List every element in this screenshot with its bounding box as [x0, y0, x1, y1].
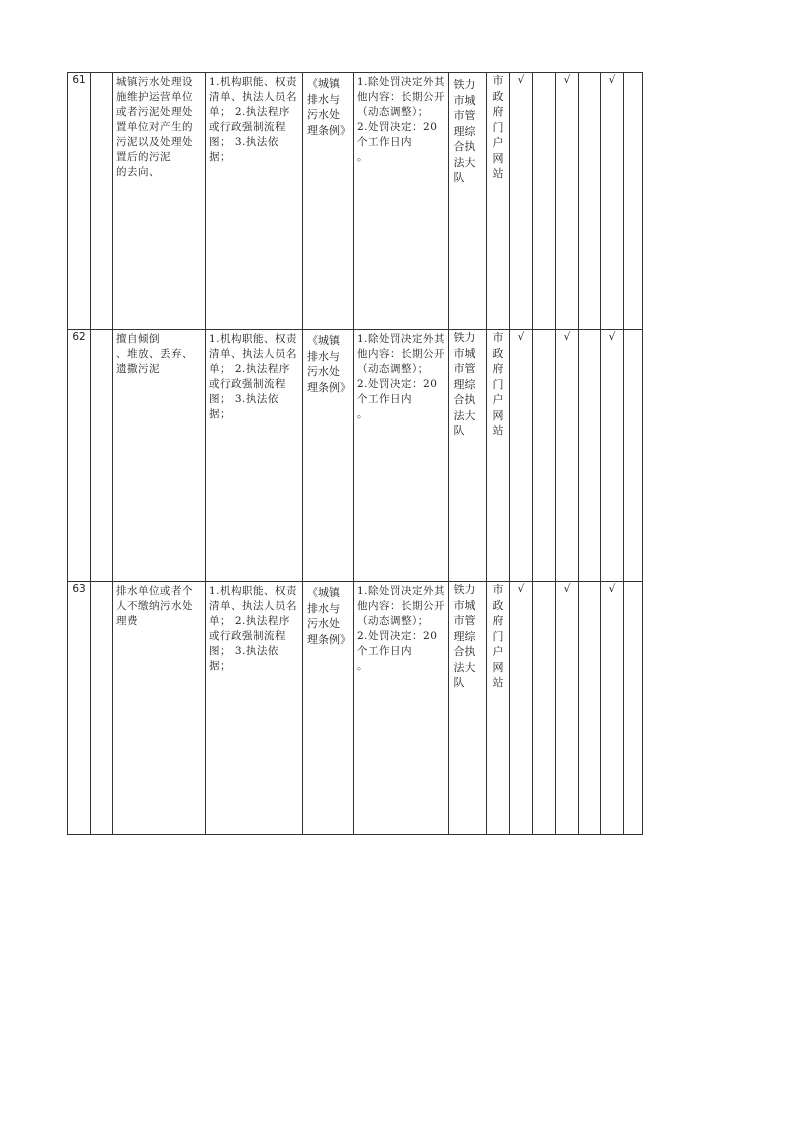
disclosure-table [67, 72, 643, 835]
matter-text: 擅自倾倒 、堆放、丢弃、遗撒污泥 [116, 333, 193, 375]
content-text: 1.机构职能、权责清单、执法人员名单； 2.执法程序或行政强制流程 图； 3.执法依 据； [209, 333, 298, 420]
check-cell [624, 73, 643, 330]
subject-text: 铁力市城市管理综合执法大队 [453, 78, 476, 184]
timing-text: 1.除处罚决定外其他内容：长期公开 （动态调整）； 2.处罚决定：20个工作日内 。 [357, 585, 446, 672]
check-cell [579, 73, 601, 330]
channel-text: 市政府门户网站 [492, 74, 504, 180]
check-cell: √ [601, 582, 624, 835]
timing-cell [354, 582, 449, 835]
basis-cell [303, 330, 354, 582]
row-number: 61 [68, 73, 91, 330]
table-row [68, 582, 643, 835]
matter-cell [113, 330, 206, 582]
basis-cell [303, 582, 354, 835]
matter-cell [113, 73, 206, 330]
matter-text: 排水单位或者个人不缴纳污水处理费 [116, 585, 193, 627]
check-cell: √ [601, 73, 624, 330]
check-cell: √ [510, 582, 533, 835]
basis-cell [303, 73, 354, 330]
row-number: 63 [68, 582, 91, 835]
check-cell: √ [510, 330, 533, 582]
check-cell: √ [510, 73, 533, 330]
basis-text: 《城镇排水与污水处理条例》 [307, 334, 351, 394]
timing-cell [354, 330, 449, 582]
channel-text: 市政府门户网站 [492, 583, 504, 689]
basis-text: 《城镇排水与污水处理条例》 [307, 77, 351, 137]
matter-text: 城镇污水处理设施维护运营单位或者污泥处理处置单位对产生的污泥以及处理处置后的污泥 的去向、 [116, 76, 193, 178]
check-cell [624, 330, 643, 582]
check-cell [533, 73, 556, 330]
check-cell [579, 582, 601, 835]
table-row [68, 73, 643, 330]
timing-text: 1.除处罚决定外其他内容：长期公开 （动态调整）； 2.处罚决定：20个工作日内 。 [357, 76, 446, 163]
subject-cell [449, 330, 487, 582]
content-cell [206, 582, 303, 835]
basis-text: 《城镇排水与污水处理条例》 [307, 586, 351, 646]
content-text: 1.机构职能、权责清单、执法人员名单； 2.执法程序或行政强制流程 图； 3.执法依 据； [209, 585, 298, 672]
channel-cell [487, 582, 510, 835]
check-cell [624, 582, 643, 835]
matter-cell [113, 582, 206, 835]
channel-cell [487, 73, 510, 330]
check-cell: √ [556, 73, 579, 330]
check-cell [579, 330, 601, 582]
check-cell [533, 330, 556, 582]
row-number: 62 [68, 330, 91, 582]
content-cell [206, 73, 303, 330]
check-cell: √ [556, 582, 579, 835]
check-cell: √ [556, 330, 579, 582]
subject-cell [449, 73, 487, 330]
table-row [68, 330, 643, 582]
timing-cell [354, 73, 449, 330]
check-cell: √ [601, 330, 624, 582]
content-text: 1.机构职能、权责清单、执法人员名单； 2.执法程序或行政强制流程 图； 3.执法依 据； [209, 76, 298, 163]
content-cell [206, 330, 303, 582]
check-cell [533, 582, 556, 835]
channel-cell [487, 330, 510, 582]
subject-cell [449, 582, 487, 835]
subject-text: 铁力市城市管理综合执法大队 [453, 583, 476, 689]
subject-text: 铁力市城市管理综合执法大队 [453, 331, 476, 437]
channel-text: 市政府门户网站 [492, 331, 504, 437]
timing-text: 1.除处罚决定外其他内容：长期公开 （动态调整）； 2.处罚决定：20个工作日内 。 [357, 333, 446, 420]
